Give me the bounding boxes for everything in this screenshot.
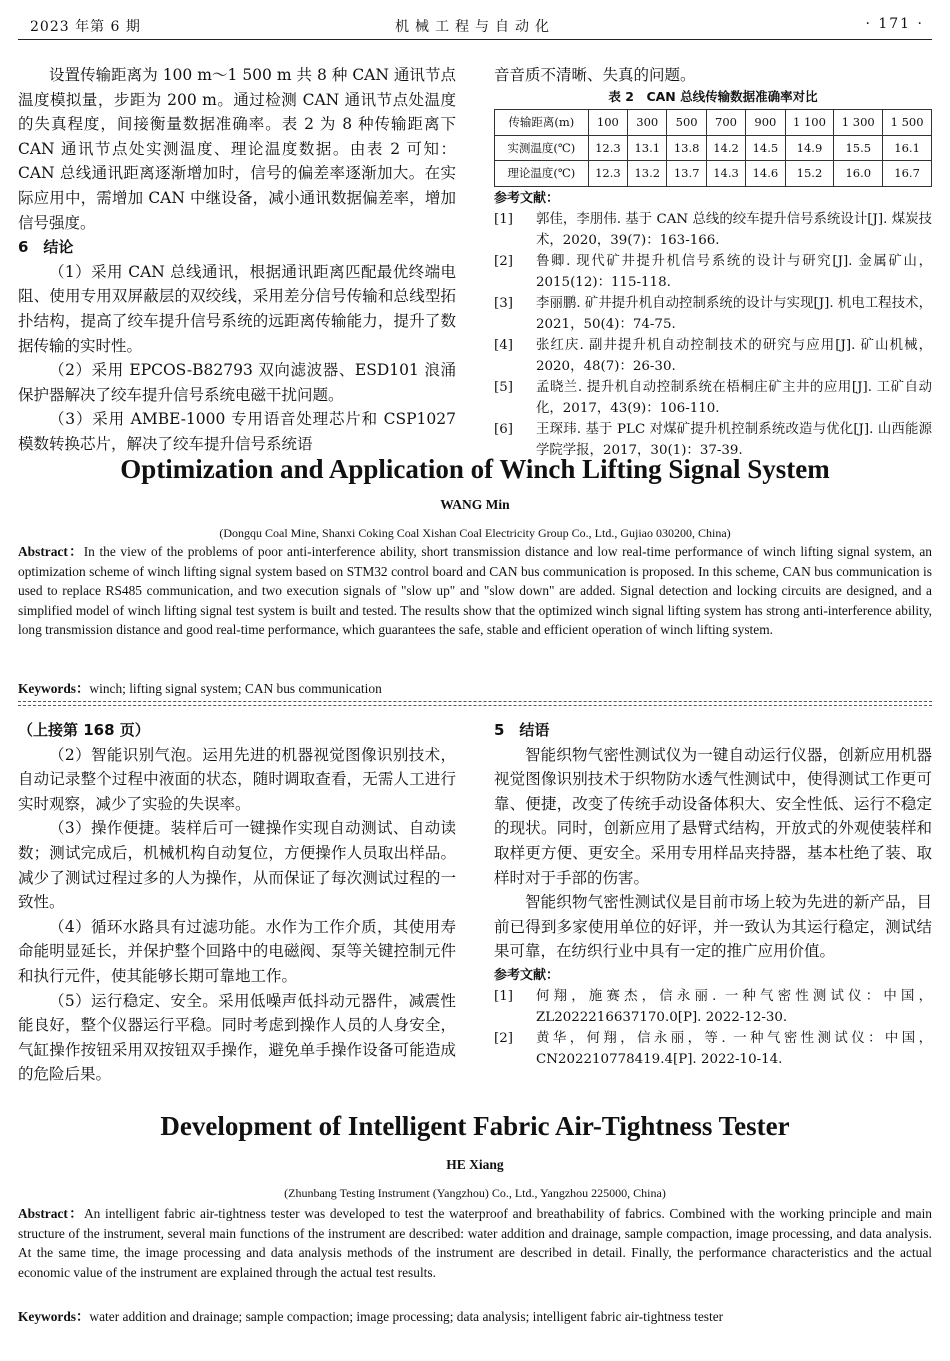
- reference-number: [4]: [494, 337, 513, 353]
- abstract-text: In the view of the problems of poor anti-interference ability, short transmission distance and low real-time performance of winch lifting signal system, an optimization scheme of winch lifting signal system based on STM32 control board and CAN bus communication is proposed. In this scheme, CAN bus communication is used to replace RS485 communication, and two execution signals of "slow up" and "slow down" are added. Signal detection and locking circuits are designed, and a simplified model of winch lifting signal test system is built and tested. The results show that the optimized winch signal lifting system has strong anti-interference ability, long transmission distance and good real-time performance, which guarantees the safe, stable and efficient operation of winch lifting system.: [18, 544, 932, 638]
- body-paragraph: （3）操作便捷。装样后可一键操作实现自动测试、自动读数；测试完成后，机械机构自动复位，方便操作人员取出样品。减少了测试过程过多的人为操作，从而保证了每次测试过程的一致性。: [18, 819, 456, 912]
- reference-text: 孟晓兰. 提升机自动控制系统在梧桐庄矿主井的应用[J]. 工矿自动化，2017，43(9)：106-110.: [536, 379, 932, 416]
- article1-author: WANG Min: [440, 497, 510, 512]
- conclusion-item: （1）采用 CAN 总线通讯，根据通讯距离匹配最优终端电阻、使用专用双屏蔽层的双绞线，采用差分信号传输和总线型拓扑结构，提高了绞车提升信号系统的远距离传输能力，提升了数据传输的实时性。: [18, 262, 456, 355]
- reference-number: [6]: [494, 421, 513, 437]
- keywords-text: water addition and drainage; sample compaction; image processing; data analysis; intelligent fabric air-tightness tester: [89, 1309, 724, 1324]
- table-cell: 1 500: [883, 110, 932, 136]
- article2-english-title: Development of Intelligent Fabric Air-Tightness Tester: [160, 1111, 790, 1141]
- conclusion-item: （3）采用 AMBE-1000 专用语音处理芯片和 CSP1027 模数转换芯片，解决了绞车提升信号系统语: [18, 410, 456, 453]
- keywords-text: winch; lifting signal system; CAN bus communication: [89, 681, 382, 696]
- reference-item: [494, 293, 932, 335]
- keywords-label: Keywords：: [18, 1309, 90, 1324]
- table-cell: 15.2: [785, 161, 834, 187]
- table-row: [495, 135, 932, 161]
- table-cell: 理论温度(℃): [495, 161, 589, 187]
- page-number: · 171 ·: [865, 16, 924, 32]
- table-cell: 16.0: [834, 161, 883, 187]
- table-cell: 15.5: [834, 135, 883, 161]
- article2-author: HE Xiang: [446, 1157, 504, 1172]
- table-cell: 14.5: [746, 135, 785, 161]
- body-paragraph: 智能织物气密性测试仪是目前市场上较为先进的新产品，目前已得到多家使用单位的好评，并一致认为其运行稳定，测试结果可靠，在纺织行业中具有一定的推广应用价值。: [494, 893, 932, 961]
- reference-number: [3]: [494, 295, 513, 311]
- table-cell: 700: [706, 110, 745, 136]
- data-table: [494, 109, 932, 187]
- table-cell: 13.1: [628, 135, 667, 161]
- table-cell: 1 100: [785, 110, 834, 136]
- reference-text: 鲁卿. 现代矿井提升机信号系统的设计与研究[J]. 金属矿山，2015(12)：115-118.: [536, 253, 932, 290]
- reference-number: [1]: [494, 988, 513, 1004]
- article1-abstract: [18, 542, 932, 640]
- article2-keywords: [18, 1307, 932, 1326]
- article2-right-column: [494, 718, 932, 1070]
- table-cell: 100: [588, 110, 627, 136]
- table-cell: 1 300: [834, 110, 883, 136]
- reference-item: [494, 377, 932, 419]
- article-divider: [18, 705, 932, 706]
- article1-english-title: Optimization and Application of Winch Lifting Signal System: [120, 454, 830, 484]
- table-cell: 300: [628, 110, 667, 136]
- reference-item: [494, 251, 932, 293]
- table-cell: 14.2: [706, 135, 745, 161]
- running-header: [18, 12, 932, 40]
- table-cell: 500: [667, 110, 706, 136]
- article-divider: [18, 701, 932, 702]
- body-paragraph: 设置传输距离为 100 m～1 500 m 共 8 种 CAN 通讯节点温度模拟量，步距为 200 m。通过检测 CAN 通讯节点处温度的失真程度，间接衡量数据准确率。表 2 为 8 种传输距离下 CAN 通讯节点处实测温度、理论温度数据。由表 2 可知：CAN 总线通讯距离逐渐增加时，信号的偏差率逐渐加大。在实际应用中，需增加 CAN 中继设备，减小通讯数据偏差率，增加信号强度。: [18, 66, 456, 232]
- table-cell: 13.7: [667, 161, 706, 187]
- article2-left-column: [18, 718, 456, 1087]
- reference-number: [1]: [494, 211, 513, 227]
- abstract-label: Abstract：: [18, 1206, 84, 1221]
- reference-number: [2]: [494, 253, 513, 269]
- table-row: [495, 161, 932, 187]
- table-cell: 900: [746, 110, 785, 136]
- table-cell: 16.1: [883, 135, 932, 161]
- continued-note: （上接第 168 页）: [18, 721, 150, 739]
- reference-item: [494, 986, 932, 1028]
- references-heading: 参考文献：: [494, 190, 560, 206]
- continued-text: 音音质不清晰、失真的问题。: [494, 66, 696, 84]
- article2-affiliation: (Zhunbang Testing Instrument (Yangzhou) Co., Ltd., Yangzhou 225000, China): [284, 1186, 666, 1200]
- reference-text: 郭佳，李朋伟. 基于 CAN 总线的绞车提升信号系统设计[J]. 煤炭技术，2020，39(7)：163-166.: [536, 211, 932, 248]
- table-row: [495, 110, 932, 136]
- keywords-label: Keywords：: [18, 681, 90, 696]
- abstract-label: Abstract：: [18, 544, 84, 559]
- reference-item: [494, 1028, 932, 1070]
- reference-text: 李丽鹏. 矿井提升机自动控制系统的设计与实现[J]. 机电工程技术，2021，50(4)：74-75.: [536, 295, 932, 332]
- table-cell: 14.6: [746, 161, 785, 187]
- body-paragraph: （4）循环水路具有过滤功能。水作为工作介质，其使用寿命能明显延长，并保护整个回路中的电磁阀、泵等关键控制元件和执行元件，使其能够长期可靠地工作。: [18, 917, 456, 985]
- reference-text: 张红庆. 副井提升机自动控制技术的研究与应用[J]. 矿山机械，2020，48(7)：26-30.: [536, 337, 932, 374]
- reference-text: 黄华，何翔，信永丽，等. 一种气密性测试仪：中国，CN202210778419.4[P]. 2022-10-14.: [536, 1030, 932, 1067]
- table-cell: 13.8: [667, 135, 706, 161]
- references-heading: 参考文献：: [494, 967, 560, 983]
- table-cell: 14.9: [785, 135, 834, 161]
- article1-right-column: [494, 63, 932, 461]
- table-cell: 传输距离(m): [495, 110, 589, 136]
- abstract-text: An intelligent fabric air-tightness tester was developed to test the waterproof and breathability of fabrics. Combined with the working principle and main structure of the instrument, several main functions of the instrument are described: water addition and drainage, sample compaction, image processing, and data analysis. At the same time, the image processing and data analysis methods of the instrument are described in detail. Finally, the performance characteristics and the actual economic value of the instrument are explained through the actual test results.: [18, 1206, 932, 1280]
- table-cell: 13.2: [628, 161, 667, 187]
- table-cell: 14.3: [706, 161, 745, 187]
- table-cell: 12.3: [588, 135, 627, 161]
- reference-text: 何翔，施赛杰，信永丽. 一种气密性测试仪：中国，ZL2022216637170.0[P]. 2022-12-30.: [536, 988, 932, 1025]
- table-cell: 实测温度(℃): [495, 135, 589, 161]
- body-paragraph: 智能织物气密性测试仪为一键自动运行仪器，创新应用机器视觉图像识别技术于织物防水透气性测试中，使得测试工作更可靠、便捷，改变了传统手动设备体积大、安全性低、运行不稳定的现状。同时，创新应用了悬臂式结构，开放式的外观使装样和取样更方便、更安全。采用专用样品夹持器，基本杜绝了装、取样时对于手部的伤害。: [494, 745, 932, 887]
- table-cell: 16.7: [883, 161, 932, 187]
- article1-affiliation: (Dongqu Coal Mine, Shanxi Coking Coal Xishan Coal Electricity Group Co., Ltd., Gujiao 030200, China): [219, 526, 731, 540]
- body-paragraph: （5）运行稳定、安全。采用低噪声低抖动元器件，减震性能良好，整个仪器运行平稳。同时考虑到操作人员的人身安全，气缸操作按钮采用双按钮双手操作，避免单手操作设备可能造成的危险后果。: [18, 991, 456, 1084]
- conclusion-item: （2）采用 EPCOS-B82793 双向滤波器、ESD101 浪涌保护器解决了绞车提升信号系统电磁干扰问题。: [18, 361, 456, 404]
- reference-number: [2]: [494, 1030, 513, 1046]
- body-paragraph: （2）智能识别气泡。运用先进的机器视觉图像识别技术，自动记录整个过程中液面的状态，随时调取查看，无需人工进行实时观察，减少了实验的失误率。: [18, 745, 456, 813]
- reference-text: 王琛玮. 基于 PLC 对煤矿提升机控制系统改造与优化[J]. 山西能源学院学报，2017，30(1)：37-39.: [536, 421, 932, 458]
- article1-left-column: [18, 63, 456, 457]
- table-title: 表 2 CAN 总线传输数据准确率对比: [608, 89, 818, 104]
- reference-number: [5]: [494, 379, 513, 395]
- section-heading: 5 结语: [494, 721, 550, 739]
- journal-name: 机械工程与自动化: [395, 19, 555, 35]
- issue-label: 2023 年第 6 期: [30, 19, 141, 35]
- section-heading: 6 结论: [18, 238, 74, 257]
- article2-abstract: [18, 1204, 932, 1282]
- table-cell: 12.3: [588, 161, 627, 187]
- article1-keywords: [18, 679, 932, 698]
- reference-item: [494, 209, 932, 251]
- reference-item: [494, 335, 932, 377]
